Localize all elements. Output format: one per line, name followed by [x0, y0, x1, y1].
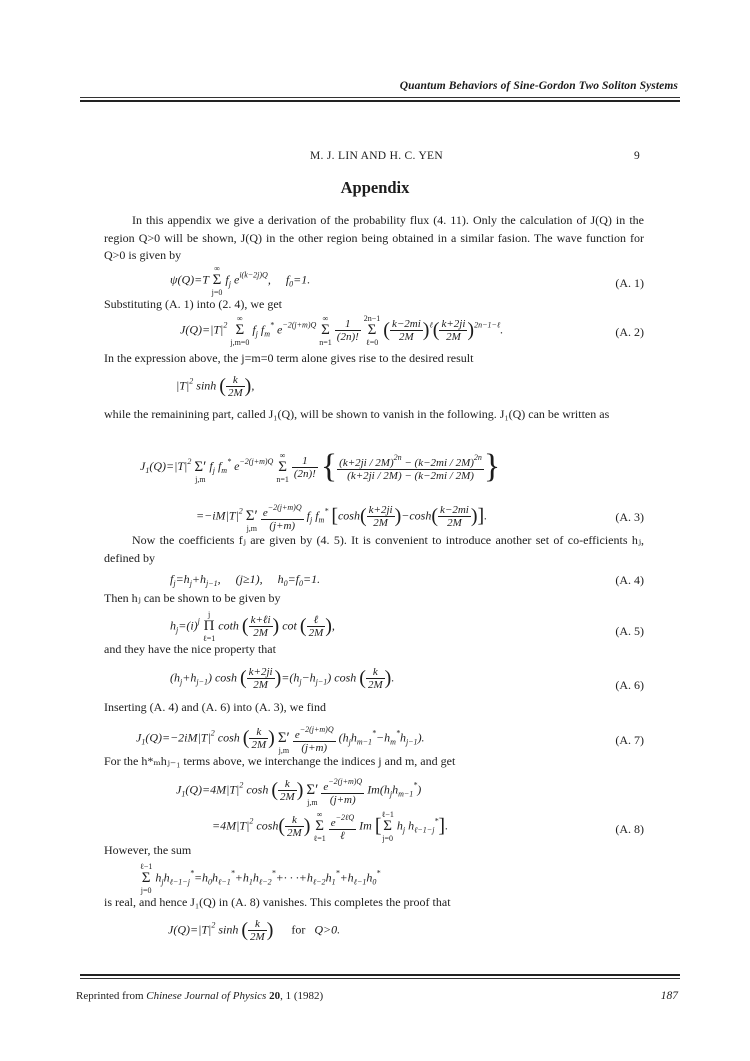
paragraph-intro: In this appendix we give a derivation of the probability flux (4. 11). Only the calculation of J(Q) in the region Q>0 will be shown, J(Q) in the other region being obtained in a similar fasion. The wave function for Q>0 is given by — [104, 213, 644, 262]
paragraph-property: and they have the nice property that — [104, 642, 276, 656]
equation-a3-line1: $J_1(Q)=|T|^2$ Σ′ j,m $f_j$ $f_m^*$ $e^{-2(j+m)Q}$ ∞ Σ n=1 $\frac{1}{(2n)!}$ { $\frac{(k+2ji / 2M)^{2n} - (k-2mi / 2M)^{2n}}{(k+2ji / 2M) - (k-2mi / 2M)}$ } — [140, 448, 501, 485]
equation-a1: ψ(Q)=T ∞ Σ j=0 $f_j$ $e^{i(k-2j)Q}$, $f_0=1$. — [170, 264, 311, 297]
equation-a8-line2: $=4M|T|^2$ cosh( $\frac{k}{2M}$ ) ∞ Σ ℓ=1 $\frac{e^{-2\ell Q}}{\text{ℓ}}$ Im [ℓ−1 Σ j=0 $h_j$ $h_{\ell-1-j}^*$]. — [212, 810, 449, 843]
footer-page-number: 187 — [660, 990, 678, 1002]
equation-a5: $h_j=(i)^j$ j Π ℓ=1 coth ( $\frac{\text{k+ℓi}}{2M}$ ) cot ( $\frac{\text{ℓ}}{2M}$ ), — [170, 610, 335, 643]
footer-rule — [80, 978, 680, 979]
equation-a4: $f_j=h_j+h_{j-1}$, (j≥1), $h_0=f_0=1$. — [170, 572, 321, 588]
footer-rule-bold — [80, 974, 680, 976]
equation-a8-line1: $J_1(Q)=4M|T|^2$ cosh ( $\frac{k}{2M}$ ) Σ′ j,m $\frac{e^{-2(j+m)Q}}{(j+m)}$ $Im(h_jh_{m-1}^*)$ — [176, 776, 422, 807]
equation-number-a1: (A. 1) — [615, 276, 644, 290]
header-rule-bold — [80, 100, 680, 102]
equation-number-a8: (A. 8) — [615, 822, 644, 836]
equation-a6: $(h_j+h_{j-1})$ cosh ( $\frac{k+2ji}{2M}$ )$=(h_j-h_{j-1})$ cosh ( $\frac{k}{2M}$ ). — [170, 666, 395, 691]
equation-number-a3: (A. 3) — [615, 510, 644, 524]
equation-a7: $J_1(Q)=-2iM|T|^2$ cosh ( $\frac{k}{2M}$ ) Σ′ j,m $\frac{e^{-2(j+m)Q}}{(j+m)}$ $(h_jh_{m-1}^*-h_m^*h_{j-1})$. — [136, 724, 425, 755]
paragraph-however: However, the sum — [104, 843, 192, 857]
equation-number-a2: (A. 2) — [615, 325, 644, 339]
equation-desired-result: $|T|^2$ sinh ( $\frac{k}{2M}$ ), — [176, 374, 255, 399]
paragraph-expression: In the expression above, the j=m=0 term alone gives rise to the desired result — [104, 351, 474, 365]
reprint-citation: Reprinted from Chinese Journal of Physics 20, 1 (1982) — [76, 990, 324, 1002]
paragraph-interchange: For the h*ₘhⱼ₋₁ terms above, we interchange the indices j and m, and get — [104, 754, 456, 768]
paragraph-coefficients: Now the coefficients fⱼ are given by (4. 5). It is convenient to introduce another set of co-efficients hⱼ, defined by — [104, 533, 644, 565]
journal-name: Chinese Journal of Physics — [146, 990, 267, 1002]
journal-volume: 20 — [269, 990, 281, 1002]
paragraph-then: Then hⱼ can be shown to be given by — [104, 591, 281, 605]
equation-number-a5: (A. 5) — [615, 624, 644, 638]
equation-number-a7: (A. 7) — [615, 733, 644, 747]
paragraph-real: is real, and hence J₁(Q) in (A. 8) vanishes. This completes the proof that — [104, 895, 451, 909]
equation-sum: ℓ−1 Σ j=0 $h_jh_{\ell-1-j}^*=h_0h_{\ell-1}^*+h_1h_{\ell-2}^*+\cdot \cdot \cdot+h_{\ell-2}h_1^*+h_{\ell-1}h_0^*$ — [140, 862, 381, 895]
running-header: Quantum Behaviors of Sine-Gordon Two Soliton Systems — [399, 80, 678, 92]
paragraph-remaining: while the remainining part, called J₁(Q), will be shown to vanish in the following. J₁(Q) can be written as — [104, 407, 610, 421]
section-title: Appendix — [340, 178, 410, 197]
paragraph-inserting: Inserting (A. 4) and (A. 6) into (A. 3), we find — [104, 700, 326, 714]
author-byline: M. J. LIN AND H. C. YEN — [310, 150, 443, 162]
equation-final: $J(Q)=|T|^2$ sinh ( $\frac{k}{2M}$ ) for Q>0. — [168, 918, 341, 943]
equation-a2: $J(Q)=|T|^2$ ∞ Σ j,m=0 $f_j$ $f_m^*$ $e^{-2(j+m)Q}$ ∞ Σ n=1 $\frac{1}{(2n)!}$ 2n−1 Σ ℓ=0 ( $\frac{k-2mi}{2M}$ )$^\ell$( $\frac{k+2ji}{2M}$ )$^{2n-1-\ell}$. — [180, 314, 504, 347]
equation-a3-line2: $=-iM|T|^2$ Σ′ j,m $\frac{e^{-2(j+m)Q}}{(j+m)}$ $f_j$ $f_m^*$ [cosh( $\frac{k+2ji}{2M}$ )−cosh( $\frac{k-2mi}{2M}$ )]. — [196, 502, 488, 533]
equation-number-a6: (A. 6) — [615, 678, 644, 692]
page-number: 9 — [634, 150, 640, 162]
header-rule — [80, 97, 680, 98]
equation-number-a4: (A. 4) — [615, 573, 644, 587]
paragraph-substitute: Substituting (A. 1) into (2. 4), we get — [104, 297, 282, 311]
